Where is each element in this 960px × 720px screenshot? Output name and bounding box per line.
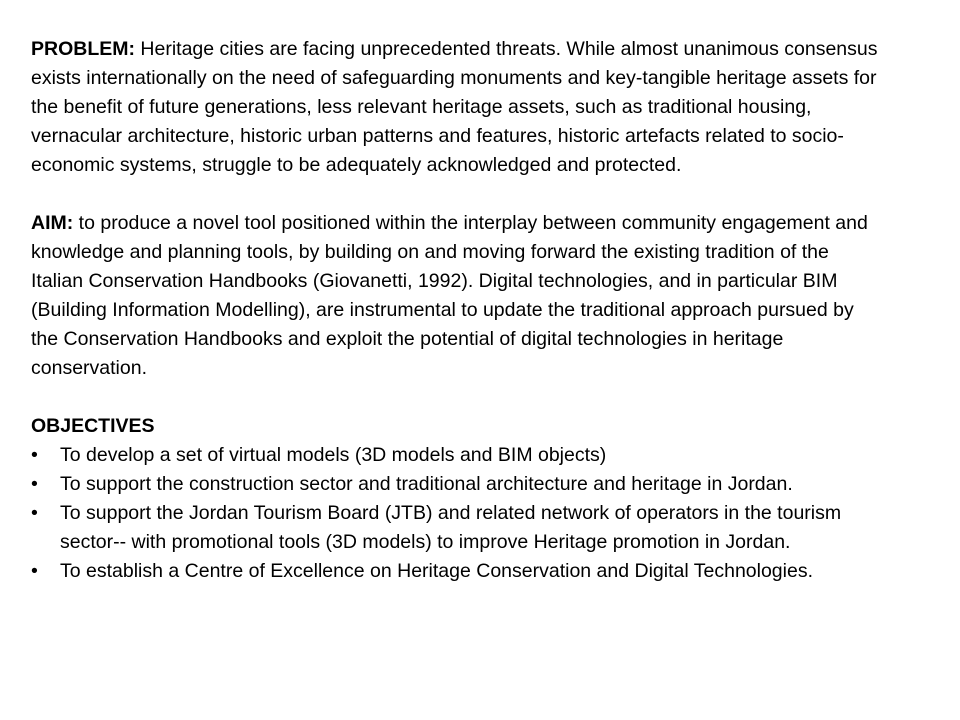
- objective-text: To establish a Centre of Excellence on Heritage Conservation and Digital Technologies.: [60, 560, 813, 582]
- list-item: [31, 441, 881, 470]
- problem-text: Heritage cities are facing unprecedented threats. While almost unanimous consensus exists internationally on the need of safeguarding monuments and key-tangible heritage assets for the benefit of future generations, less relevant heritage assets, such as traditional housing, vernacular architecture, historic urban patterns and features, historic artefacts related to socio- economic systems, struggle to be adequately acknowledged and protected.: [31, 38, 878, 176]
- objectives-list: [31, 441, 881, 586]
- spacer: [31, 383, 881, 412]
- problem-paragraph: [31, 35, 881, 180]
- objective-text: To develop a set of virtual models (3D models and BIM objects): [60, 444, 607, 466]
- spacer: [31, 180, 881, 209]
- aim-paragraph: [31, 209, 881, 383]
- slide-body: [31, 35, 881, 586]
- problem-label: PROBLEM:: [31, 38, 135, 60]
- objective-text: To support the Jordan Tourism Board (JTB) and related network of operators in the tourism sector-- with promotional tools (3D models) to improve Heritage promotion in Jordan.: [60, 502, 842, 553]
- bullet-icon: •: [31, 560, 38, 582]
- bullet-icon: •: [31, 444, 38, 466]
- objectives-heading: OBJECTIVES: [31, 415, 155, 437]
- aim-label: AIM:: [31, 212, 74, 234]
- bullet-icon: •: [31, 473, 38, 495]
- objective-text: To support the construction sector and traditional architecture and heritage in Jordan.: [60, 473, 793, 495]
- aim-text: to produce a novel tool positioned within the interplay between community engagement and knowledge and planning tools, by building on and moving forward the existing tradition of the Italian Conservation Handbooks (Giovanetti, 1992). Digital technologies, and in particular BIM (Building Information Modelling), are instrumental to update the traditional approach pursued by the Conservation Handbooks and exploit the potential of digital technologies in heritage conservation.: [31, 212, 868, 379]
- bullet-icon: •: [31, 502, 38, 524]
- list-item: [31, 470, 881, 499]
- list-item: [31, 499, 881, 557]
- list-item: [31, 557, 881, 586]
